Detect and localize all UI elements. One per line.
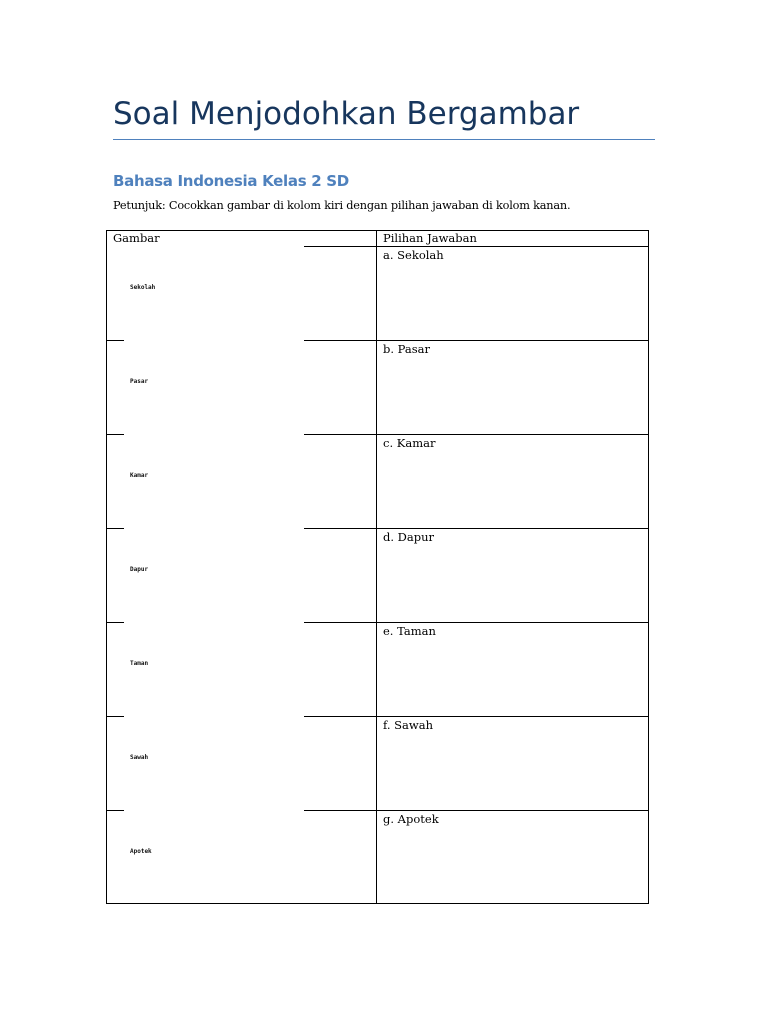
image-placeholder-label: Pasar	[130, 378, 149, 385]
table-border-top	[106, 230, 649, 231]
answer-option: e. Taman	[383, 624, 436, 638]
answer-option: c. Kamar	[383, 436, 436, 450]
answer-option: a. Sekolah	[383, 248, 444, 262]
table-border-right	[648, 230, 649, 904]
page-subtitle: Bahasa Indonesia Kelas 2 SD	[113, 172, 349, 190]
page-title: Soal Menjodohkan Bergambar	[113, 96, 580, 132]
column-divider	[376, 230, 377, 904]
image-placeholder-label: Sekolah	[130, 284, 156, 291]
image-placeholder-label: Apotek	[130, 848, 152, 855]
answer-option: b. Pasar	[383, 342, 431, 356]
row-rule-left	[304, 528, 376, 529]
row-rule-left-stub	[106, 528, 124, 529]
image-placeholder-label: Taman	[130, 660, 149, 667]
header-gambar: Gambar	[113, 231, 160, 245]
table-border-bottom	[106, 903, 649, 904]
row-rule-left-stub	[106, 340, 124, 341]
instruction-text: Petunjuk: Cocokkan gambar di kolom kiri dengan pilihan jawaban di kolom kanan.	[113, 199, 571, 212]
answer-option: d. Dapur	[383, 530, 435, 544]
answer-option: f. Sawah	[383, 718, 433, 732]
row-rule-left	[304, 340, 376, 341]
row-rule-left	[304, 810, 376, 811]
row-rule-left-stub	[106, 716, 124, 717]
header-pilihan-jawaban: Pilihan Jawaban	[383, 231, 477, 245]
row-rule-left-stub	[106, 622, 124, 623]
row-rule-left-stub	[106, 434, 124, 435]
matching-table	[106, 230, 649, 904]
table-border-left	[106, 230, 107, 904]
image-placeholder-label: Dapur	[130, 566, 149, 573]
row-rule-left	[304, 716, 376, 717]
header-rule-left	[304, 246, 376, 247]
row-rule-left	[304, 434, 376, 435]
image-placeholder-label: Sawah	[130, 754, 149, 761]
row-rule-left-stub	[106, 810, 124, 811]
title-underline	[113, 139, 655, 140]
image-placeholder-label: Kamar	[130, 472, 149, 479]
row-rule-left	[304, 622, 376, 623]
answer-option: g. Apotek	[383, 812, 439, 826]
